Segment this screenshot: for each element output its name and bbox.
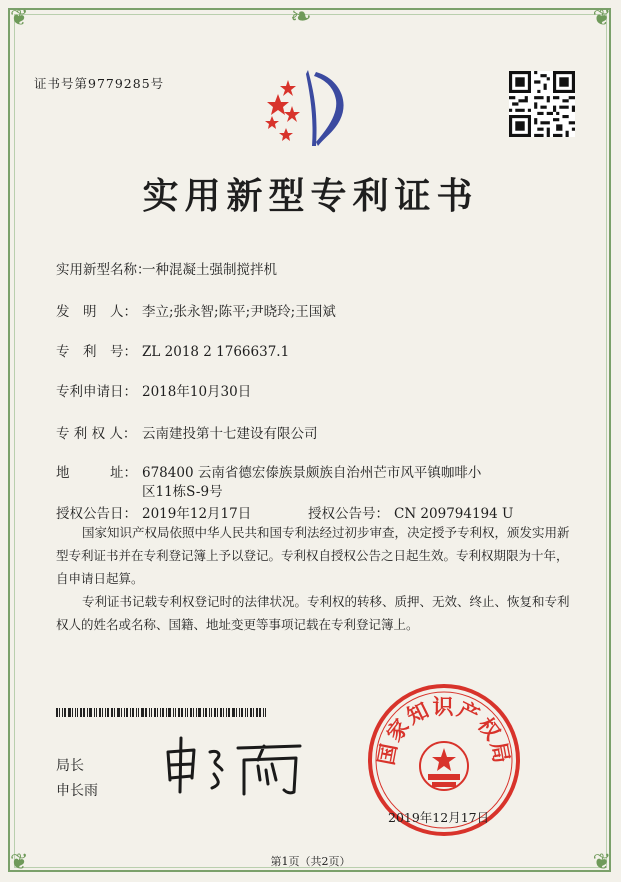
field-value: 2018年10月30日 bbox=[142, 384, 252, 400]
field-value: CN 209794194 U bbox=[394, 506, 514, 522]
field-label: 发 明 人： bbox=[56, 304, 137, 320]
legal-paragraph: 专利证书记载专利权登记时的法律状况。专利权的转移、质押、无效、终止、恢复和专利权人的姓名或名称、国籍、地址变更等事项记载在专利登记簿上。 bbox=[56, 594, 570, 632]
top-ornament-icon: ❧ bbox=[290, 2, 312, 32]
field-label: 专 利 权 人： bbox=[56, 426, 137, 442]
grant-number-row bbox=[308, 502, 513, 522]
legal-paragraph: 国家知识产权局依照中华人民共和国专利法经过初步审查，决定授予专利权，颁发实用新型专利证书并在专利登记簿上予以登记。专利权自授权公告之日起生效。专利权期限为十年，自申请日起算。 bbox=[56, 525, 570, 586]
field-label: 授权公告日： bbox=[56, 506, 137, 522]
field-label: 授权公告号： bbox=[308, 506, 389, 522]
certificate-title: 实用新型专利证书 bbox=[142, 176, 479, 217]
handwritten-signature bbox=[160, 730, 310, 800]
field-label: 实用新型名称： bbox=[56, 262, 151, 278]
qr-code bbox=[509, 71, 575, 137]
field-value: 一种混凝土强制搅拌机 bbox=[142, 262, 277, 278]
field-value: 李立;张永智;陈平;尹晓玲;王国斌 bbox=[142, 304, 336, 320]
inventor-row bbox=[56, 300, 336, 320]
field-label: 专 利 号： bbox=[56, 344, 137, 360]
corner-ornament-icon: ❦ bbox=[10, 6, 29, 31]
svg-text:国家知识产权局: 国家知识产权局 bbox=[374, 695, 514, 767]
address-row bbox=[56, 461, 481, 481]
grant-date-row bbox=[56, 502, 251, 522]
signatory-name: 申长雨 bbox=[56, 783, 98, 799]
patent-number-row bbox=[56, 340, 289, 360]
page-number: 第1页（共2页） bbox=[270, 855, 351, 868]
signatory-title: 局长 bbox=[56, 758, 84, 774]
patent-office-logo bbox=[258, 62, 358, 152]
corner-ornament-icon: ❦ bbox=[592, 6, 611, 31]
certificate-number: 证书号第9779285号 bbox=[34, 76, 165, 91]
patent-holder-row bbox=[56, 422, 318, 442]
utility-model-name-row bbox=[56, 258, 277, 278]
seal-date: 2019年12月17日 bbox=[388, 810, 490, 825]
barcode bbox=[56, 708, 288, 717]
field-value: 云南建投第十七建设有限公司 bbox=[142, 426, 318, 442]
filing-date-row bbox=[56, 380, 251, 400]
field-value: 678400 云南省德宏傣族景颇族自治州芒市风平镇咖啡小 bbox=[142, 465, 482, 481]
field-value: ZL 2018 2 1766637.1 bbox=[142, 344, 290, 360]
corner-ornament-icon: ❦ bbox=[592, 850, 611, 875]
address-value-line2: 区11栋S-9号 bbox=[142, 484, 223, 500]
field-value: 2019年12月17日 bbox=[142, 506, 252, 522]
field-label: 地 址： bbox=[56, 465, 137, 481]
field-label: 专利申请日： bbox=[56, 384, 137, 400]
corner-ornament-icon: ❦ bbox=[10, 850, 29, 875]
